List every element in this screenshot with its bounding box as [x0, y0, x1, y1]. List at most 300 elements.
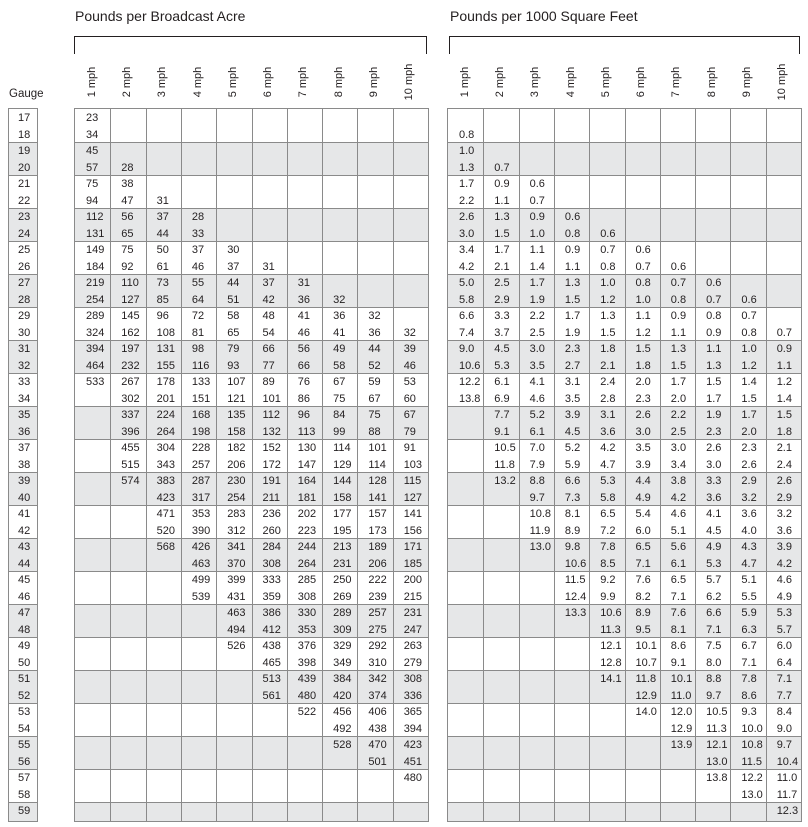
- table-cell: 5.4: [635, 508, 651, 520]
- table-cell: 1.7: [494, 244, 510, 256]
- column-header-3-mph: 3 mph: [156, 66, 169, 98]
- table-cell: 60: [403, 392, 416, 405]
- table-cell: 3.1: [564, 376, 581, 388]
- table-cell: 431: [227, 590, 246, 603]
- table-cell: 423: [156, 491, 175, 504]
- table-cell: 12.4: [564, 590, 587, 603]
- table-cell: 1.0: [459, 145, 475, 157]
- table-cell: 2.1: [600, 359, 616, 372]
- table-cell: 533: [86, 376, 105, 388]
- table-cell: 1.8: [776, 425, 792, 438]
- table-cell: 0.9: [564, 244, 581, 256]
- table-cell: 116: [191, 359, 210, 372]
- gauge-value: 57: [18, 772, 31, 784]
- table-cell: 289: [86, 310, 105, 322]
- table-cell: 89: [262, 376, 275, 388]
- table-cell: 2.5: [670, 425, 687, 438]
- table-cell: 0.9: [529, 211, 545, 223]
- table-cell: 10.5: [706, 706, 728, 718]
- table-cell: 4.2: [776, 557, 792, 570]
- table-cell: 79: [227, 343, 240, 355]
- gauge-value: 41: [18, 508, 31, 520]
- table-cell: 2.6: [635, 409, 651, 421]
- table-cell: 8.9: [635, 607, 651, 619]
- table-cell: 0.8: [600, 260, 616, 273]
- table-cell: 94: [86, 194, 99, 207]
- table-cell: 1.7: [741, 409, 757, 421]
- table-cell: 287: [191, 475, 211, 487]
- table-cell: 178: [156, 376, 175, 388]
- table-cell: 399: [227, 574, 246, 586]
- column-header-2-mph: 2 mph: [493, 66, 506, 98]
- table-cell: 13.8: [706, 772, 728, 784]
- table-cell: 11.0: [776, 772, 798, 784]
- table-cell: 133: [191, 376, 211, 388]
- table-cell: 32: [368, 310, 381, 322]
- table-cell: 191: [262, 475, 281, 487]
- table-cell: 7.2: [600, 524, 616, 537]
- table-cell: 9.7: [529, 491, 545, 504]
- gauge-value: 27: [18, 277, 31, 289]
- table-cell: 0.6: [741, 293, 757, 306]
- table-cell: 10.1: [635, 640, 657, 652]
- table-cell: 8.8: [706, 673, 722, 685]
- gauge-value: 24: [18, 227, 31, 240]
- table-cell: 91: [403, 442, 416, 454]
- table-cell: 11.9: [529, 524, 551, 537]
- table-cell: 173: [368, 524, 387, 537]
- broadcast-acre-table: [74, 108, 429, 822]
- table-cell: 13.3: [564, 607, 587, 619]
- column-header-5-mph: 5 mph: [226, 66, 239, 98]
- table-cell: 4.7: [741, 557, 757, 570]
- table-cell: 1.3: [670, 343, 687, 355]
- table-cell: 342: [368, 673, 387, 685]
- table-cell: 3.0: [459, 227, 475, 240]
- table-cell: 114: [368, 458, 386, 471]
- table-cell: 13.0: [706, 755, 728, 768]
- gauge-value: 36: [18, 425, 31, 438]
- table-cell: 6.2: [706, 590, 722, 603]
- column-header-1-mph: 1 mph: [458, 66, 471, 98]
- column-divider: [554, 109, 555, 821]
- table-cell: 3.5: [564, 392, 581, 405]
- gauge-value: 20: [18, 161, 31, 174]
- table-cell: 152: [262, 442, 281, 454]
- table-cell: 10.6: [564, 557, 587, 570]
- table-cell: 3.8: [670, 475, 687, 487]
- table-cell: 113: [297, 425, 316, 438]
- table-cell: 1.5: [494, 227, 510, 240]
- table-cell: 219: [86, 277, 105, 289]
- table-cell: 7.6: [670, 607, 687, 619]
- table-cell: 9.0: [776, 722, 792, 735]
- table-cell: 343: [156, 458, 175, 471]
- table-cell: 9.0: [459, 343, 475, 355]
- table-cell: 3.3: [706, 475, 722, 487]
- table-cell: 185: [403, 557, 423, 570]
- table-cell: 3.0: [635, 425, 651, 438]
- table-cell: 310: [368, 656, 387, 669]
- table-cell: 32: [333, 293, 346, 306]
- table-cell: 224: [156, 409, 175, 421]
- table-cell: 1.0: [600, 277, 616, 289]
- table-cell: 107: [227, 376, 246, 388]
- column-divider: [393, 109, 394, 821]
- table-cell: 10.5: [494, 442, 516, 454]
- table-cell: 13.8: [459, 392, 481, 405]
- table-cell: 12.9: [670, 722, 693, 735]
- table-cell: 5.6: [670, 541, 687, 553]
- column-header-4-mph: 4 mph: [191, 66, 204, 98]
- table-cell: 112: [262, 409, 281, 421]
- table-cell: 8.1: [564, 508, 581, 520]
- table-cell: 1.1: [635, 310, 651, 322]
- table-cell: 99: [333, 425, 346, 438]
- gauge-value: 46: [18, 590, 31, 603]
- column-divider: [766, 109, 767, 821]
- table-cell: 31: [156, 194, 169, 207]
- table-cell: 2.7: [564, 359, 581, 372]
- gauge-value: 33: [18, 376, 31, 388]
- table-cell: 254: [227, 491, 246, 504]
- table-cell: 2.0: [741, 425, 757, 438]
- table-cell: 14.1: [600, 673, 622, 685]
- gauge-value: 30: [18, 326, 31, 339]
- table-cell: 463: [227, 607, 246, 619]
- table-cell: 141: [368, 491, 387, 504]
- table-cell: 11.3: [600, 623, 621, 636]
- table-cell: 239: [368, 590, 387, 603]
- table-cell: 260: [262, 524, 281, 537]
- table-cell: 145: [121, 310, 140, 322]
- table-cell: 236: [262, 508, 281, 520]
- table-cell: 6.1: [529, 425, 545, 438]
- table-cell: 37: [227, 260, 240, 273]
- table-cell: 1.9: [706, 409, 722, 421]
- column-header-10-mph: 10 mph: [776, 63, 789, 101]
- column-header-7-mph: 7 mph: [670, 66, 683, 98]
- table-cell: 0.6: [670, 260, 687, 273]
- gauge-value: 35: [18, 409, 31, 421]
- table-cell: 110: [121, 277, 139, 289]
- table-cell: 3.6: [776, 524, 792, 537]
- table-cell: 394: [403, 722, 423, 735]
- table-cell: 2.1: [776, 442, 792, 454]
- table-cell: 46: [191, 260, 205, 273]
- table-cell: 11.8: [494, 458, 515, 471]
- table-cell: 3.9: [776, 541, 792, 553]
- table-cell: 5.0: [459, 277, 475, 289]
- table-cell: 96: [297, 409, 311, 421]
- table-cell: 57: [86, 161, 99, 174]
- table-cell: 46: [297, 326, 311, 339]
- table-cell: 0.7: [776, 326, 792, 339]
- table-cell: 0.8: [564, 227, 581, 240]
- table-cell: 0.7: [529, 194, 545, 207]
- gauge-value: 19: [18, 145, 31, 157]
- gauge-value: 40: [18, 491, 31, 504]
- table-cell: 10.4: [776, 755, 799, 768]
- table-cell: 8.6: [670, 640, 687, 652]
- table-cell: 1.3: [600, 310, 616, 322]
- table-cell: 177: [333, 508, 352, 520]
- table-cell: 64: [191, 293, 205, 306]
- gauge-value: 23: [18, 211, 31, 223]
- table-cell: 231: [333, 557, 352, 570]
- table-cell: 0.7: [600, 244, 616, 256]
- table-cell: 2.3: [741, 442, 757, 454]
- table-cell: 423: [403, 739, 423, 751]
- table-cell: 4.5: [494, 343, 510, 355]
- table-cell: 7.6: [635, 574, 651, 586]
- gauge-value: 28: [18, 293, 31, 306]
- table-cell: 3.4: [459, 244, 475, 256]
- gauge-value: 17: [18, 112, 31, 124]
- table-cell: 1.3: [564, 277, 581, 289]
- table-cell: 1.7: [706, 392, 722, 405]
- table-cell: 66: [262, 343, 275, 355]
- gauge-value: 32: [18, 359, 31, 372]
- column-divider: [181, 109, 182, 821]
- table-cell: 2.6: [459, 211, 475, 223]
- gauge-value: 25: [18, 244, 31, 256]
- table-cell: 257: [368, 607, 387, 619]
- column-divider: [146, 109, 147, 821]
- table-cell: 184: [86, 260, 105, 273]
- table-cell: 65: [121, 227, 134, 240]
- table-cell: 12.9: [635, 689, 657, 702]
- table-cell: 3.5: [529, 359, 545, 372]
- table-cell: 515: [121, 458, 140, 471]
- table-cell: 3.5: [635, 442, 651, 454]
- table-cell: 67: [333, 376, 346, 388]
- table-cell: 41: [297, 310, 311, 322]
- table-cell: 181: [297, 491, 317, 504]
- table-cell: 75: [368, 409, 381, 421]
- table-cell: 129: [333, 458, 352, 471]
- table-cell: 7.5: [706, 640, 722, 652]
- table-cell: 39: [403, 343, 416, 355]
- table-cell: 275: [368, 623, 387, 636]
- table-cell: 289: [333, 607, 352, 619]
- table-cell: 6.9: [494, 392, 510, 405]
- table-cell: 54: [262, 326, 275, 339]
- table-cell: 0.9: [670, 310, 687, 322]
- table-cell: 11.8: [635, 673, 657, 685]
- table-cell: 8.2: [635, 590, 651, 603]
- table-cell: 539: [191, 590, 211, 603]
- table-cell: 470: [368, 739, 387, 751]
- table-cell: 10.1: [670, 673, 693, 685]
- table-cell: 304: [156, 442, 175, 454]
- table-cell: 10.7: [635, 656, 657, 669]
- table-cell: 37: [262, 277, 275, 289]
- table-cell: 115: [403, 475, 422, 487]
- table-cell: 98: [191, 343, 205, 355]
- gauge-value: 39: [18, 475, 31, 487]
- gauge-value: 49: [18, 640, 31, 652]
- table-cell: 330: [297, 607, 317, 619]
- table-cell: 162: [121, 326, 140, 339]
- table-cell: 0.6: [529, 178, 545, 190]
- table-cell: 3.6: [706, 491, 722, 504]
- table-cell: 230: [227, 475, 246, 487]
- table-cell: 480: [403, 772, 423, 784]
- table-cell: 44: [156, 227, 169, 240]
- table-cell: 264: [156, 425, 175, 438]
- table-cell: 480: [297, 689, 317, 702]
- table-cell: 7.9: [529, 458, 545, 471]
- table-cell: 257: [191, 458, 211, 471]
- column-divider: [589, 109, 590, 821]
- table-cell: 2.8: [600, 392, 616, 405]
- table-cell: 51: [227, 293, 240, 306]
- table-cell: 283: [227, 508, 246, 520]
- table-cell: 2.6: [706, 442, 722, 454]
- column-divider: [110, 109, 111, 821]
- table-cell: 158: [333, 491, 352, 504]
- table-cell: 0.9: [776, 343, 792, 355]
- table-cell: 1.4: [776, 392, 792, 405]
- table-cell: 247: [403, 623, 423, 636]
- table-cell: 34: [86, 128, 99, 141]
- table-cell: 171: [403, 541, 423, 553]
- table-cell: 1.1: [776, 359, 792, 372]
- column-divider: [252, 109, 253, 821]
- table-cell: 329: [333, 640, 352, 652]
- table-cell: 108: [156, 326, 175, 339]
- table-cell: 10.0: [741, 722, 763, 735]
- table-cell: 1.8: [635, 359, 651, 372]
- gauge-value: 43: [18, 541, 31, 553]
- table-cell: 1.0: [635, 293, 651, 306]
- table-cell: 1.7: [529, 277, 545, 289]
- table-cell: 52: [368, 359, 381, 372]
- table-cell: 13.0: [741, 788, 763, 801]
- column-header-2-mph: 2 mph: [120, 66, 133, 98]
- gauge-value: 45: [18, 574, 31, 586]
- table-cell: 420: [333, 689, 352, 702]
- table-cell: 79: [403, 425, 416, 438]
- table-cell: 4.6: [776, 574, 792, 586]
- table-cell: 2.5: [494, 277, 510, 289]
- table-cell: 0.7: [635, 260, 651, 273]
- table-cell: 58: [227, 310, 240, 322]
- table-cell: 9.7: [706, 689, 722, 702]
- table-cell: 75: [86, 178, 99, 190]
- table-cell: 158: [227, 425, 246, 438]
- table-cell: 2.1: [494, 260, 510, 273]
- table-cell: 85: [156, 293, 169, 306]
- table-cell: 2.3: [635, 392, 651, 405]
- table-cell: 463: [191, 557, 211, 570]
- table-cell: 4.4: [635, 475, 651, 487]
- table-cell: 2.9: [494, 293, 510, 306]
- table-cell: 501: [368, 755, 387, 768]
- table-cell: 3.0: [706, 458, 722, 471]
- table-cell: 1.4: [741, 376, 757, 388]
- table-cell: 56: [121, 211, 134, 223]
- table-cell: 6.6: [459, 310, 475, 322]
- table-cell: 2.4: [600, 376, 616, 388]
- table-cell: 3.1: [600, 409, 616, 421]
- table-cell: 131: [86, 227, 105, 240]
- table-cell: 1.5: [706, 376, 722, 388]
- table-cell: 5.7: [776, 623, 792, 636]
- table-cell: 189: [368, 541, 387, 553]
- table-cell: 522: [297, 706, 317, 718]
- table-cell: 151: [191, 392, 211, 405]
- table-cell: 0.7: [741, 310, 757, 322]
- table-cell: 7.1: [776, 673, 792, 685]
- gauge-value: 42: [18, 524, 31, 537]
- table-cell: 2.3: [706, 425, 722, 438]
- table-cell: 50: [156, 244, 169, 256]
- gauge-value: 47: [18, 607, 31, 619]
- gauge-value: 22: [18, 194, 31, 207]
- table-cell: 232: [121, 359, 140, 372]
- right-title-bracket: [449, 36, 800, 54]
- table-cell: 47: [121, 194, 134, 207]
- table-cell: 349: [333, 656, 352, 669]
- table-cell: 1.2: [776, 376, 792, 388]
- table-cell: 76: [297, 376, 311, 388]
- gauge-value: 38: [18, 458, 31, 471]
- column-header-5-mph: 5 mph: [599, 66, 612, 98]
- table-cell: 1.5: [670, 359, 687, 372]
- table-cell: 285: [297, 574, 317, 586]
- column-header-4-mph: 4 mph: [564, 66, 577, 98]
- table-cell: 263: [403, 640, 423, 652]
- table-cell: 7.8: [600, 541, 616, 553]
- table-cell: 317: [191, 491, 211, 504]
- table-cell: 53: [403, 376, 416, 388]
- table-cell: 197: [121, 343, 140, 355]
- table-cell: 4.9: [776, 590, 792, 603]
- table-cell: 1.1: [564, 260, 581, 273]
- table-cell: 267: [121, 376, 140, 388]
- table-cell: 12.1: [706, 739, 728, 751]
- gauge-value: 29: [18, 310, 31, 322]
- table-cell: 30: [227, 244, 240, 256]
- column-divider: [483, 109, 484, 821]
- table-cell: 9.1: [670, 656, 687, 669]
- table-cell: 390: [191, 524, 211, 537]
- table-cell: 396: [121, 425, 140, 438]
- table-cell: 7.1: [670, 590, 687, 603]
- table-cell: 7.1: [741, 656, 757, 669]
- table-cell: 128: [368, 475, 387, 487]
- table-cell: 67: [368, 392, 381, 405]
- table-cell: 101: [262, 392, 281, 405]
- table-cell: 0.8: [706, 310, 722, 322]
- table-cell: 127: [403, 491, 423, 504]
- table-cell: 13.2: [494, 475, 516, 487]
- table-cell: 12.2: [459, 376, 481, 388]
- gauge-value: 51: [18, 673, 31, 685]
- table-cell: 157: [368, 508, 387, 520]
- table-cell: 12.3: [776, 805, 799, 817]
- table-cell: 9.2: [600, 574, 616, 586]
- table-cell: 198: [191, 425, 211, 438]
- table-cell: 2.9: [741, 475, 757, 487]
- table-cell: 7.1: [706, 623, 722, 636]
- table-cell: 7.8: [741, 673, 757, 685]
- gauge-value: 50: [18, 656, 31, 669]
- table-cell: 561: [262, 689, 281, 702]
- table-cell: 75: [121, 244, 134, 256]
